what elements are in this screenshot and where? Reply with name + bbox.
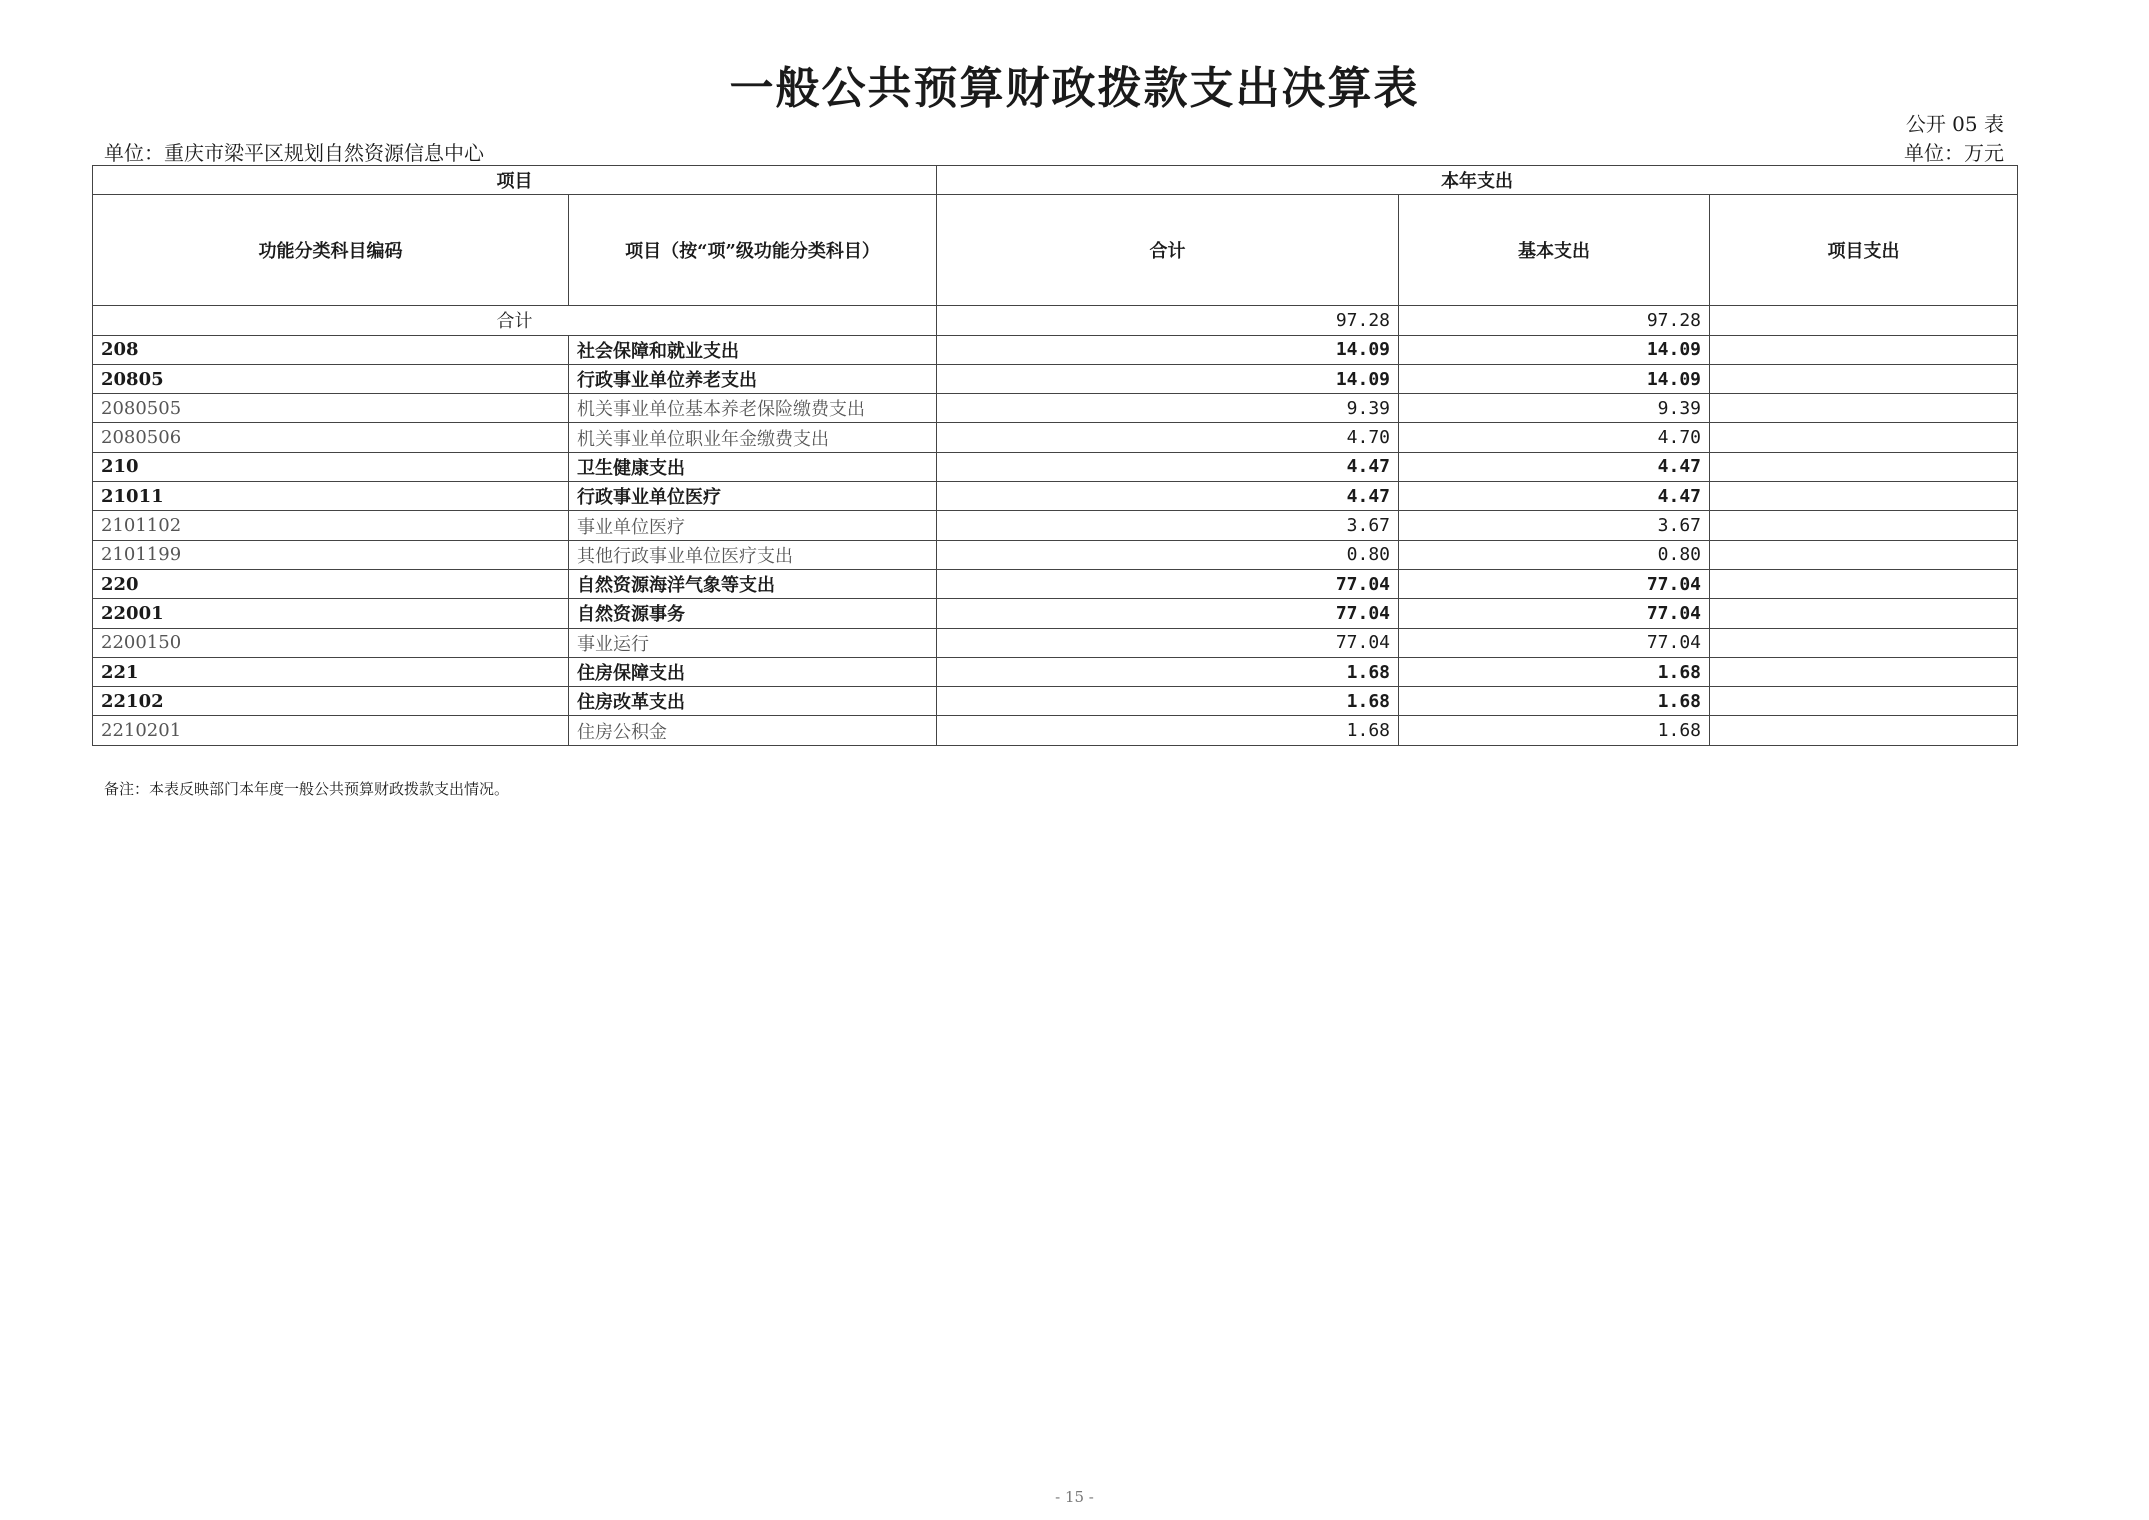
- row-name: 行政事业单位医疗: [569, 482, 937, 511]
- row-project: [1710, 569, 2018, 598]
- row-project: [1710, 452, 2018, 481]
- row-basic: 14.09: [1399, 335, 1710, 364]
- total-basic: 97.28: [1399, 306, 1710, 335]
- row-name: 事业运行: [569, 628, 937, 657]
- row-project: [1710, 394, 2018, 423]
- row-total: 3.67: [937, 511, 1399, 540]
- table-row: [93, 540, 2018, 569]
- row-basic: 1.68: [1399, 657, 1710, 686]
- row-basic: 77.04: [1399, 628, 1710, 657]
- row-name: 事业单位医疗: [569, 511, 937, 540]
- row-code: 2080505: [93, 394, 569, 423]
- row-name: 社会保障和就业支出: [569, 335, 937, 364]
- document-title: 一般公共预算财政拨款支出决算表: [729, 63, 1420, 114]
- row-project: [1710, 364, 2018, 393]
- row-project: [1710, 657, 2018, 686]
- row-total: 1.68: [937, 716, 1399, 745]
- row-project: [1710, 628, 2018, 657]
- group-header-current-year: 本年支出: [937, 166, 2018, 195]
- row-total: 77.04: [937, 628, 1399, 657]
- row-name: 机关事业单位基本养老保险缴费支出: [569, 394, 937, 423]
- col-header-code: 功能分类科目编码: [93, 195, 569, 306]
- row-total: 77.04: [937, 599, 1399, 628]
- row-total: 9.39: [937, 394, 1399, 423]
- row-code: 2080506: [93, 423, 569, 452]
- row-project: [1710, 599, 2018, 628]
- row-total: 77.04: [937, 569, 1399, 598]
- expenditure-table: [92, 165, 2018, 746]
- row-project: [1710, 423, 2018, 452]
- row-project: [1710, 716, 2018, 745]
- row-code: 220: [93, 569, 569, 598]
- row-basic: 1.68: [1399, 687, 1710, 716]
- table-row: [93, 716, 2018, 745]
- row-name: 机关事业单位职业年金缴费支出: [569, 423, 937, 452]
- footnote: 备注：本表反映部门本年度一般公共预算财政拨款支出情况。: [104, 780, 510, 798]
- total-row: [93, 306, 2018, 335]
- row-total: 4.47: [937, 482, 1399, 511]
- row-project: [1710, 335, 2018, 364]
- total-project: [1710, 306, 2018, 335]
- total-value: 97.28: [937, 306, 1399, 335]
- row-code: 221: [93, 657, 569, 686]
- table-row: [93, 394, 2018, 423]
- col-header-name: 项目（按“项”级功能分类科目）: [569, 195, 937, 306]
- table-row: [93, 511, 2018, 540]
- row-basic: 4.47: [1399, 452, 1710, 481]
- row-total: 1.68: [937, 687, 1399, 716]
- row-total: 0.80: [937, 540, 1399, 569]
- row-basic: 9.39: [1399, 394, 1710, 423]
- table-row: [93, 657, 2018, 686]
- row-code: 21011: [93, 482, 569, 511]
- row-code: 2101199: [93, 540, 569, 569]
- row-code: 22001: [93, 599, 569, 628]
- row-code: 2101102: [93, 511, 569, 540]
- row-basic: 4.47: [1399, 482, 1710, 511]
- table-row: [93, 452, 2018, 481]
- row-total: 4.47: [937, 452, 1399, 481]
- row-total: 14.09: [937, 335, 1399, 364]
- page-number: - 15 -: [1055, 1488, 1094, 1506]
- row-name: 自然资源事务: [569, 599, 937, 628]
- group-header-row: [93, 166, 2018, 195]
- row-code: 210: [93, 452, 569, 481]
- row-basic: 77.04: [1399, 569, 1710, 598]
- column-header-row: [93, 195, 2018, 306]
- row-project: [1710, 540, 2018, 569]
- row-code: 22102: [93, 687, 569, 716]
- col-header-total: 合计: [937, 195, 1399, 306]
- row-code: 208: [93, 335, 569, 364]
- row-basic: 1.68: [1399, 716, 1710, 745]
- form-number: 公开 05 表: [1905, 112, 2004, 136]
- organization-unit: 单位：重庆市梁平区规划自然资源信息中心: [104, 141, 484, 165]
- table-row: [93, 364, 2018, 393]
- row-name: 卫生健康支出: [569, 452, 937, 481]
- col-header-basic: 基本支出: [1399, 195, 1710, 306]
- group-header-project: 项目: [93, 166, 937, 195]
- row-basic: 77.04: [1399, 599, 1710, 628]
- total-label: 合计: [93, 306, 937, 335]
- row-total: 1.68: [937, 657, 1399, 686]
- row-name: 自然资源海洋气象等支出: [569, 569, 937, 598]
- row-basic: 0.80: [1399, 540, 1710, 569]
- row-name: 住房保障支出: [569, 657, 937, 686]
- table-row: [93, 687, 2018, 716]
- row-project: [1710, 511, 2018, 540]
- row-project: [1710, 687, 2018, 716]
- row-basic: 14.09: [1399, 364, 1710, 393]
- table-row: [93, 599, 2018, 628]
- row-code: 2210201: [93, 716, 569, 745]
- table-row: [93, 569, 2018, 598]
- table-row: [93, 335, 2018, 364]
- row-total: 14.09: [937, 364, 1399, 393]
- row-name: 行政事业单位养老支出: [569, 364, 937, 393]
- row-project: [1710, 482, 2018, 511]
- row-basic: 3.67: [1399, 511, 1710, 540]
- row-basic: 4.70: [1399, 423, 1710, 452]
- row-name: 住房改革支出: [569, 687, 937, 716]
- row-total: 4.70: [937, 423, 1399, 452]
- col-header-project: 项目支出: [1710, 195, 2018, 306]
- currency-unit: 单位：万元: [1904, 141, 2004, 165]
- row-code: 2200150: [93, 628, 569, 657]
- table-row: [93, 482, 2018, 511]
- row-name: 其他行政事业单位医疗支出: [569, 540, 937, 569]
- table-row: [93, 423, 2018, 452]
- row-code: 20805: [93, 364, 569, 393]
- row-name: 住房公积金: [569, 716, 937, 745]
- table-row: [93, 628, 2018, 657]
